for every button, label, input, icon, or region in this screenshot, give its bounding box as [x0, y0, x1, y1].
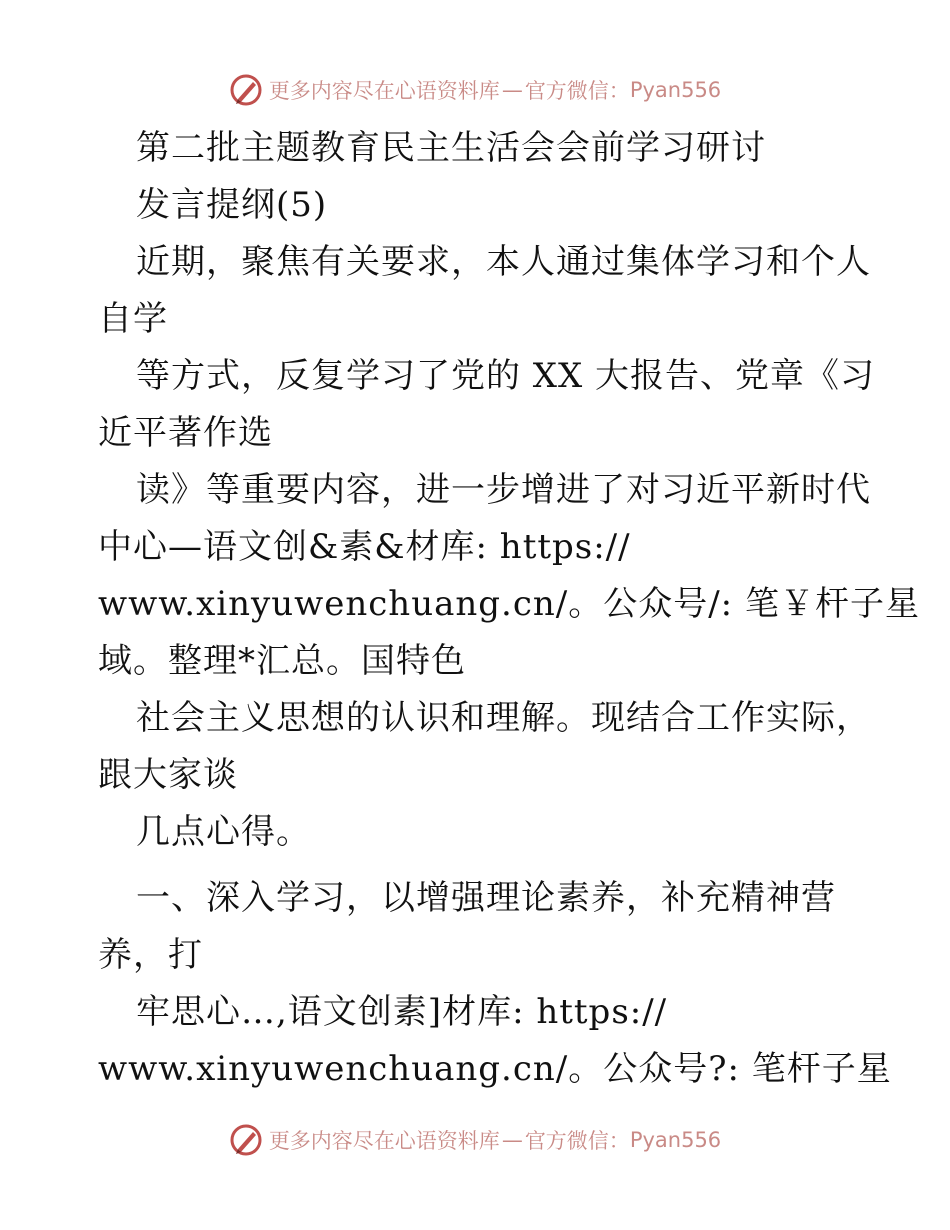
paragraph-line: 近期，聚焦有关要求，本人通过集体学习和个人	[136, 242, 871, 282]
watermark-text: 更多内容尽在心语资料库	[268, 1129, 500, 1153]
paragraph-line: 近平著作选	[98, 413, 273, 453]
paragraph-line: 几点心得。	[136, 812, 311, 852]
pen-logo-icon	[229, 73, 263, 107]
paragraph-line: 社会主义思想的认识和理解。现结合工作实际，	[136, 698, 871, 738]
wechat-id: Pyan556	[629, 78, 722, 102]
paragraph-line: 读》等重要内容，进一步增进了对习近平新时代	[136, 470, 871, 510]
paragraph-line: www.xinyuwenchuang.cn/。公众号/: 笔￥杆子星	[98, 584, 920, 624]
paragraph-line: 养，打	[98, 935, 203, 975]
watermark-banner-bottom	[0, 1120, 950, 1160]
paragraph-line: 自学	[98, 299, 168, 339]
watermark-separator: —	[501, 78, 523, 102]
watermark-text: 更多内容尽在心语资料库	[268, 79, 500, 103]
pen-logo-icon	[229, 1123, 263, 1157]
wechat-label: 官方微信：	[524, 1129, 630, 1153]
wechat-id: Pyan556	[629, 1128, 722, 1152]
title-line-1: 第二批主题教育民主生活会会前学习研讨	[136, 128, 766, 168]
paragraph-line: 中心—语文创&素&材库: https://	[98, 527, 631, 567]
section-heading-line: 一、深入学习，以增强理论素养，补充精神营	[136, 878, 836, 918]
title-line-2: 发言提纲(5)	[136, 185, 328, 225]
paragraph-line: 域。整理*汇总。国特色	[98, 641, 466, 681]
wechat-label: 官方微信：	[524, 79, 630, 103]
paragraph-line: www.xinyuwenchuang.cn/。公众号?: 笔杆子星	[98, 1049, 892, 1089]
paragraph-line: 等方式，反复学习了党的 XX 大报告、党章《习	[136, 356, 876, 396]
watermark-banner-top	[0, 70, 950, 110]
watermark-separator: —	[501, 1128, 523, 1152]
paragraph-line: 跟大家谈	[98, 755, 238, 795]
paragraph-line: 牢思心…,语文创素]材库: https://	[136, 992, 668, 1032]
